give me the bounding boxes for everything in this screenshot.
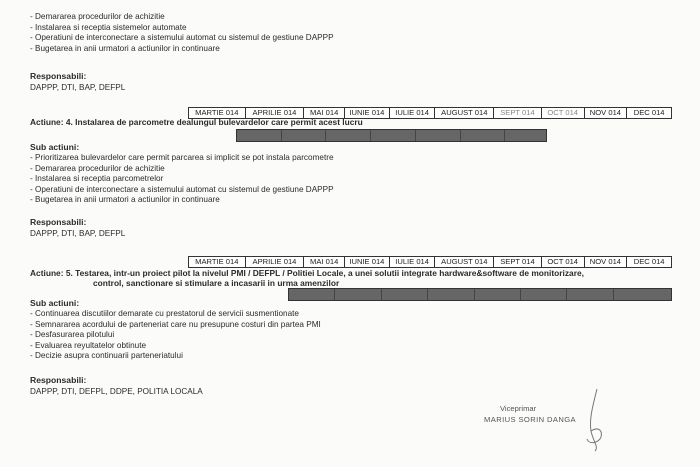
timeline-month: MAI 014 [303,257,344,267]
action4-title: Actiune: 4. Instalarea de parcometre dealungul bulevardelor care permit acest lucru [30,117,363,127]
list-item: - Evaluarea reyultatelor obtinute [30,340,147,350]
list-item: - Demararea procedurilor de achizitie [30,12,165,21]
action5-progress-bar [288,288,672,301]
timeline-month: DEC 014 [626,257,671,267]
handwritten-signature [575,385,615,455]
list-item: - Operatiuni de interconectare a sistemului automat cu sistemul de gestiune DAPPP [30,184,334,194]
bar-segment [520,289,566,300]
timeline-month: OCT 014 [541,257,584,267]
bar-segment [474,289,520,300]
signature-role: Viceprimar [500,404,537,413]
section3-responsible-label: Responsabili: [30,71,87,81]
timeline-month: MAI 014 [303,108,344,118]
bar-segment [325,130,370,141]
timeline-month: OCT 014 [541,108,584,118]
list-item: - Continuarea discutiilor demarate cu prestatorul de servicii susmentionate [30,309,299,318]
action4-responsible-value: DAPPP, DTI, BAP, DEFPL [30,229,126,238]
bar-segment [370,130,415,141]
list-item: - Operatiuni de interconectare a sistemului automat cu sistemul de gestiune DAPPP [30,33,334,42]
timeline-month: MARTIE 014 [195,257,239,266]
timeline-month: AUGUST 014 [434,257,493,267]
list-item: - Semnararea acordului de parteneriat care nu presupune costuri din partea PMI [30,319,321,329]
list-item: - Instalarea si receptia sistemelor automate [30,22,187,32]
action5-responsible-value: DAPPP, DTI, DEFPL, DDPE, POLITIA LOCALA [30,387,203,396]
action4-subactions-label: Sub actiuni: [30,142,80,152]
timeline-month: NOV 014 [584,108,627,118]
list-item: - Decizie asupra continuarii parteneriatului [30,351,183,360]
timeline-month: NOV 014 [584,257,627,267]
timeline-header-action5 [188,256,672,268]
timeline-month: APRILIE 014 [245,108,304,118]
section3-responsible-value: DAPPP, DTI, BAP, DEFPL [30,83,126,92]
bar-segment [566,289,612,300]
list-item: - Instalarea si receptia parcometrelor [30,174,164,183]
action5-title-line2: control, sanctionare si stimulare a incasarii in urma amenzilor [93,278,340,288]
bar-segment [427,289,473,300]
bar-segment [289,289,334,300]
bar-segment [334,289,380,300]
timeline-month: IULIE 014 [389,257,435,267]
list-item: - Bugetarea in anii urmatori a actiunilor in continuare [30,195,220,204]
timeline-month: IUNIE 014 [344,108,389,118]
bar-segment [281,130,326,141]
bar-segment [381,289,427,300]
action5-responsible-label: Responsabili: [30,375,87,385]
bar-segment [460,130,505,141]
timeline-month: IULIE 014 [389,108,435,118]
timeline-month: DEC 014 [626,108,671,118]
list-item: - Demararea procedurilor de achizitie [30,163,165,173]
action5-title-line1: Actiune: 5. Testarea, intr-un proiect pilot la nivelul PMI / DEFPL / Politiei Locale, a unei solutii integrate hardware&software de monitorizare, [30,268,584,278]
timeline-month: SEPT 014 [493,108,541,118]
action4-progress-bar [236,129,547,142]
timeline-month: IUNIE 014 [344,257,389,267]
list-item: - Bugetarea in anii urmatori a actiunilor in continuare [30,43,220,53]
bar-segment [613,289,671,300]
list-item: - Prioritizarea bulevardelor care permit parcarea si implicit se pot instala parcometre [30,153,334,162]
list-item: - Desfasurarea pilotului [30,330,115,339]
timeline-month: SEPT 014 [493,257,541,267]
action5-subactions-list [30,309,321,362]
timeline-month: AUGUST 014 [434,108,493,118]
bar-segment [504,130,546,141]
signature-name: MARIUS SORIN DANGA [484,415,577,424]
action5-subactions-label: Sub actiuni: [30,298,80,308]
timeline-month: MARTIE 014 [195,108,239,117]
section3-subactions-list [30,12,334,54]
action4-subactions-list [30,153,334,206]
bar-segment [415,130,460,141]
timeline-month: APRILIE 014 [245,257,304,267]
bar-segment [237,130,281,141]
action4-responsible-label: Responsabili: [30,217,87,227]
